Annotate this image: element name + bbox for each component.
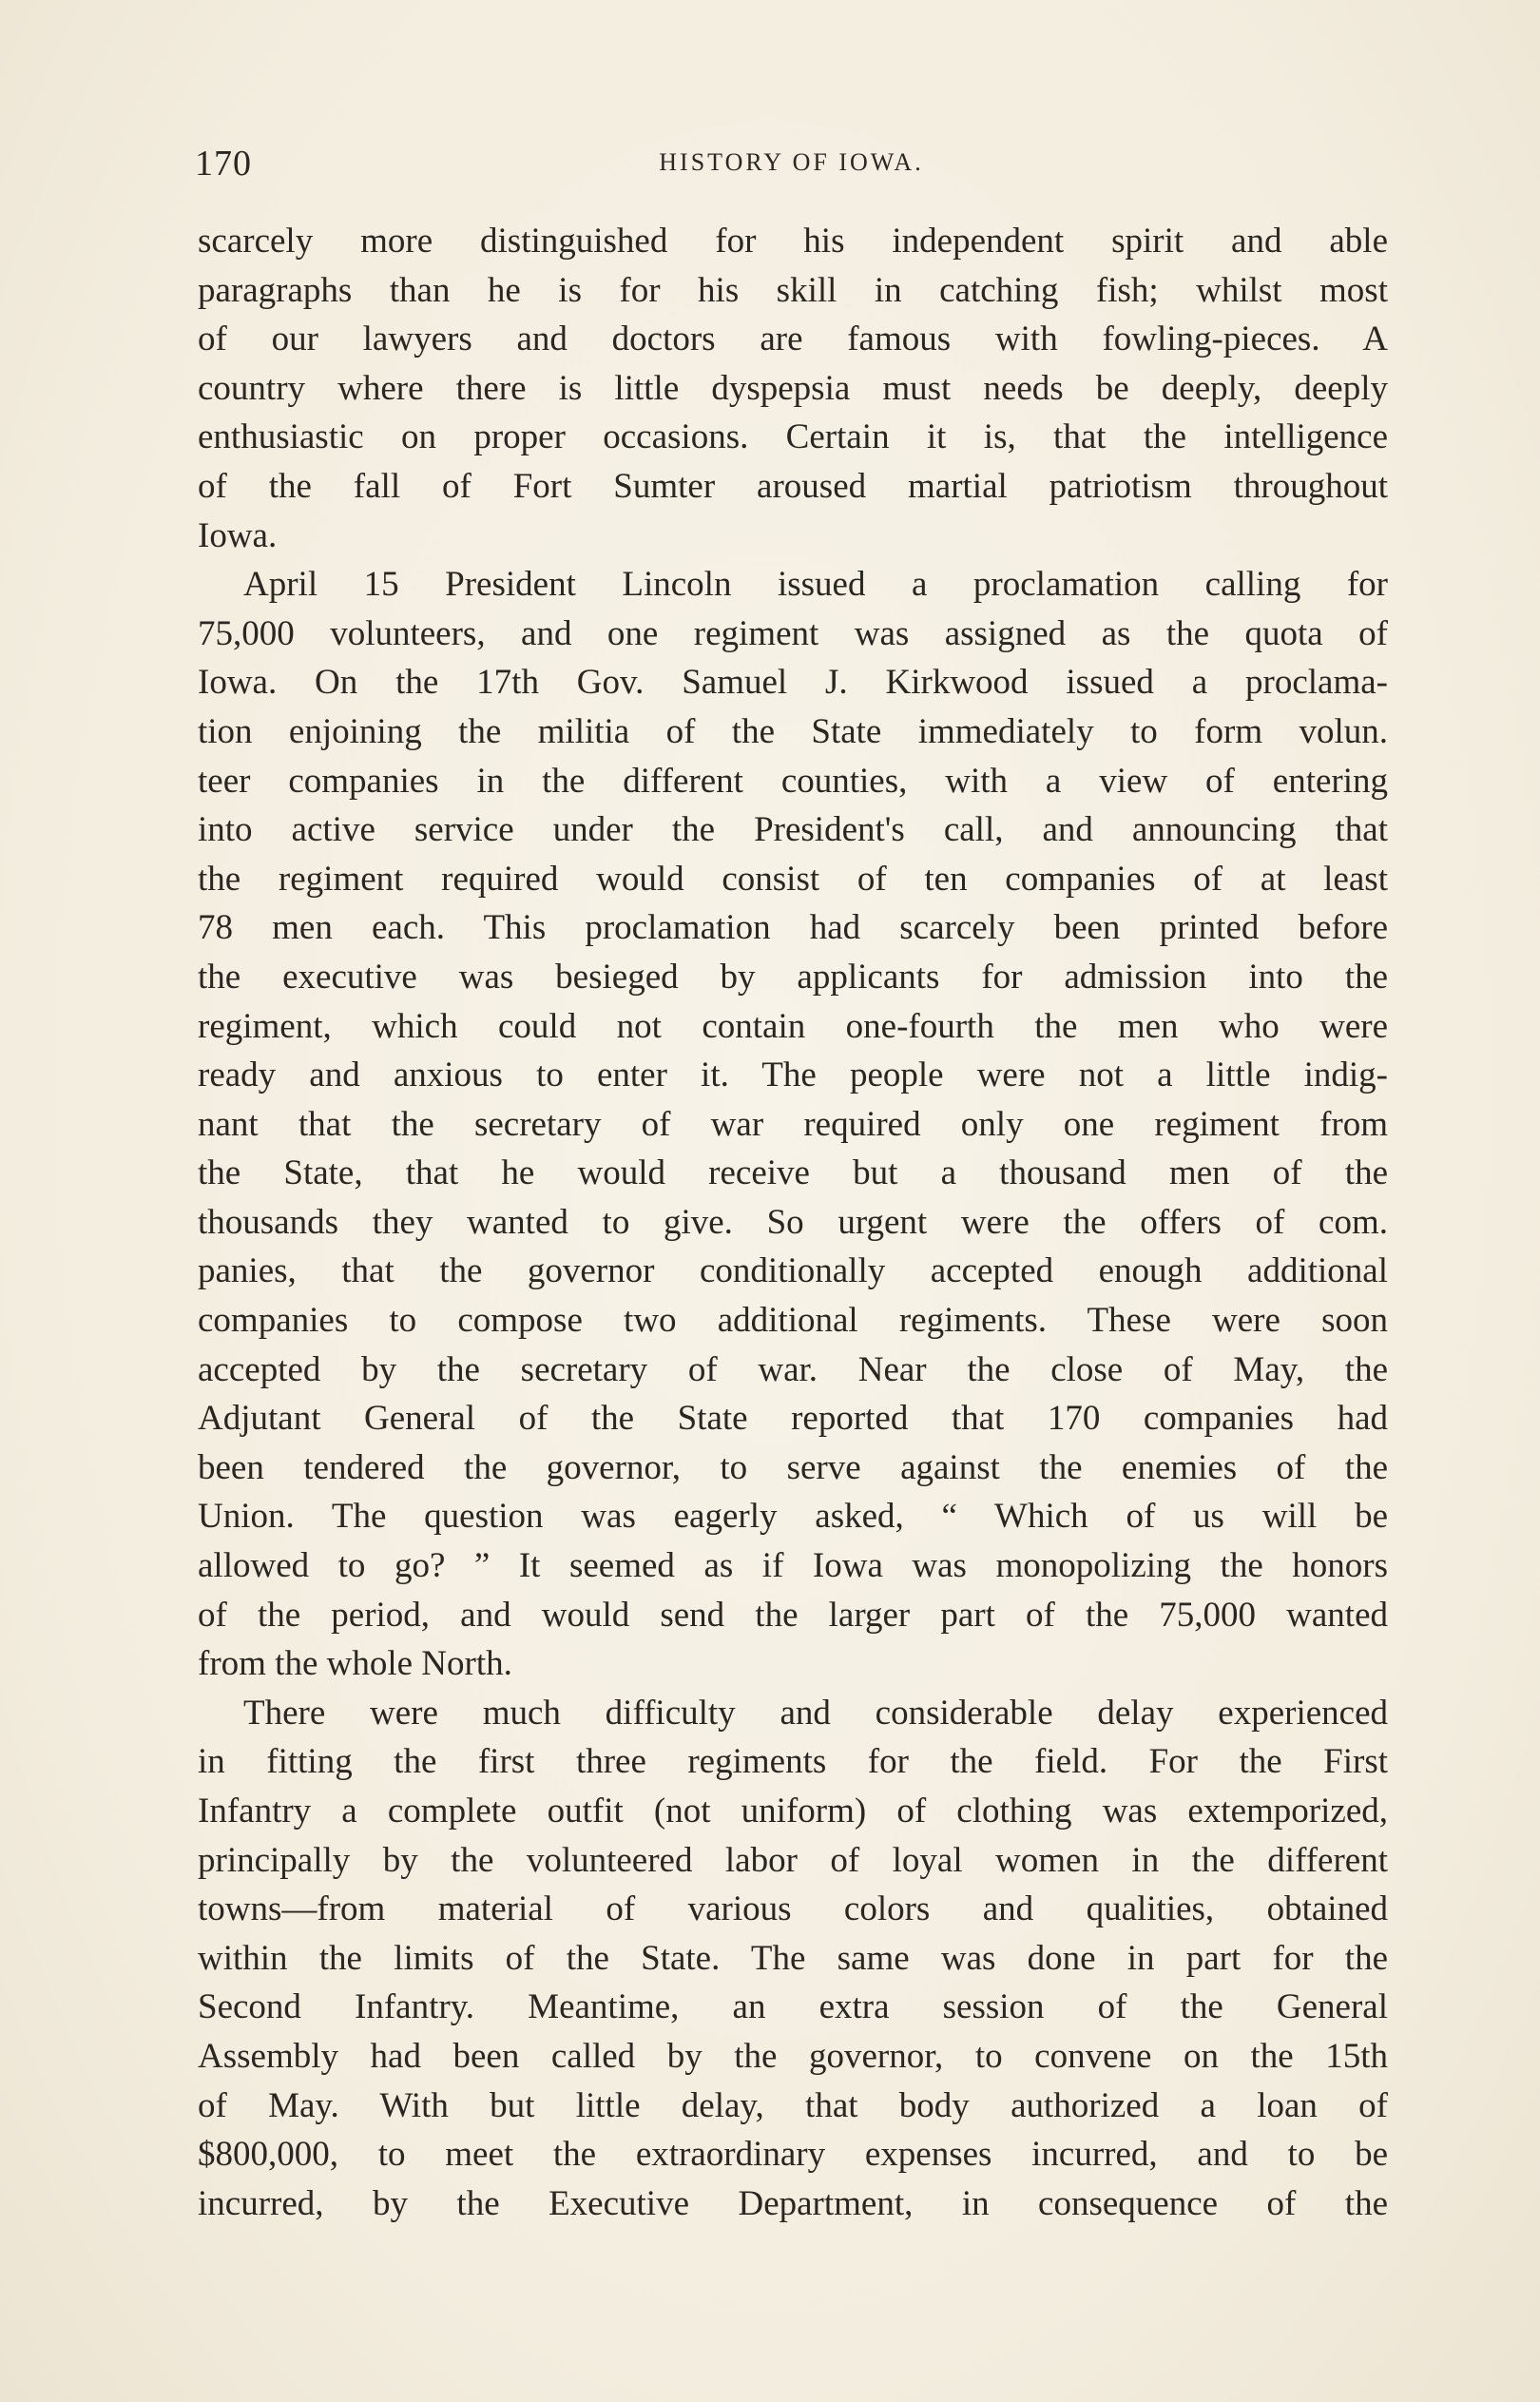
text-line: towns—from material of various colors and qualities, obtained [198,1889,1388,1929]
text-line: allowed to go? ” It seemed as if Iowa was monopolizing the honors [198,1546,1388,1586]
text-line: Infantry a complete outfit (not uniform) of clothing was extemporized, [198,1792,1388,1831]
text-line: Second Infantry. Meantime, an extra session of the General [198,1987,1388,2027]
text-line: accepted by the secretary of war. Near the close of May, the [198,1349,1388,1389]
text-line: teer companies in the different counties, with a view of entering [198,761,1388,801]
text-line: principally by the volunteered labor of loyal women in the different [198,1840,1388,1880]
text-line: Adjutant General of the State reported that 170 companies had [198,1399,1388,1439]
text-line: the executive was besieged by applicants for admission into the [198,957,1388,997]
text-line: of the fall of Fort Sumter aroused martial patriotism throughout [198,466,1388,506]
text-line: scarcely more distinguished for his independent spirit and able [198,222,1388,261]
text-line: the regiment required would consist of ten companies of at least [198,859,1388,899]
text-line: regiment, which could not contain one-fourth the men who were [198,1006,1388,1046]
text-line: panies, that the governor conditionally accepted enough additional [198,1251,1388,1291]
text-line: enthusiastic on proper occasions. Certain it is, that the intelligence [198,417,1388,457]
text-line: There were much difficulty and considerable delay experienced [243,1693,1388,1733]
running-head: HISTORY OF IOWA. [659,148,924,176]
text-line: the State, that he would receive but a thousand men of the [198,1153,1388,1193]
page-header [195,143,1388,190]
text-line: been tendered the governor, to serve against the enemies of the [198,1447,1388,1487]
text-line: thousands they wanted to give. So urgent were the offers of com. [198,1202,1388,1242]
text-line: of our lawyers and doctors are famous with fowling-pieces. A [198,320,1388,359]
text-line: Union. The question was eagerly asked, “ Which of us will be [198,1497,1388,1537]
body-text [198,217,1388,2228]
text-line: paragraphs than he is for his skill in catching fish; whilst most [198,270,1388,310]
text-line: country where there is little dyspepsia must needs be deeply, deeply [198,368,1388,408]
page-number: 170 [195,144,252,184]
text-line: of the period, and would send the larger part of the 75,000 wanted [198,1595,1388,1635]
text-line: 78 men each. This proclamation had scarcely been printed before [198,908,1388,948]
text-line: Iowa. [198,515,278,555]
text-line: into active service under the President's call, and announcing that [198,810,1388,850]
text-line: Assembly had been called by the governor, to convene on the 15th [198,2036,1388,2076]
text-line: tion enjoining the militia of the State immediately to form volun. [198,711,1388,751]
text-line: April 15 President Lincoln issued a proclamation calling for [243,565,1388,605]
text-line: from the whole North. [198,1644,512,1684]
text-line: of May. With but little delay, that body authorized a loan of [198,2085,1388,2125]
text-line: companies to compose two additional regiments. These were soon [198,1301,1388,1341]
text-line: 75,000 volunteers, and one regiment was assigned as the quota of [198,613,1388,653]
text-line: $800,000, to meet the extraordinary expenses incurred, and to be [198,2135,1388,2175]
text-line: in fitting the first three regiments for the field. For the First [198,1742,1388,1782]
text-line: within the limits of the State. The same was done in part for the [198,1938,1388,1978]
text-line: nant that the secretary of war required only one regiment from [198,1104,1388,1144]
text-line: Iowa. On the 17th Gov. Samuel J. Kirkwood issued a proclama- [198,663,1388,703]
text-line: incurred, by the Executive Department, in consequence of the [198,2183,1388,2223]
text-line: ready and anxious to enter it. The people were not a little indig- [198,1056,1388,1095]
